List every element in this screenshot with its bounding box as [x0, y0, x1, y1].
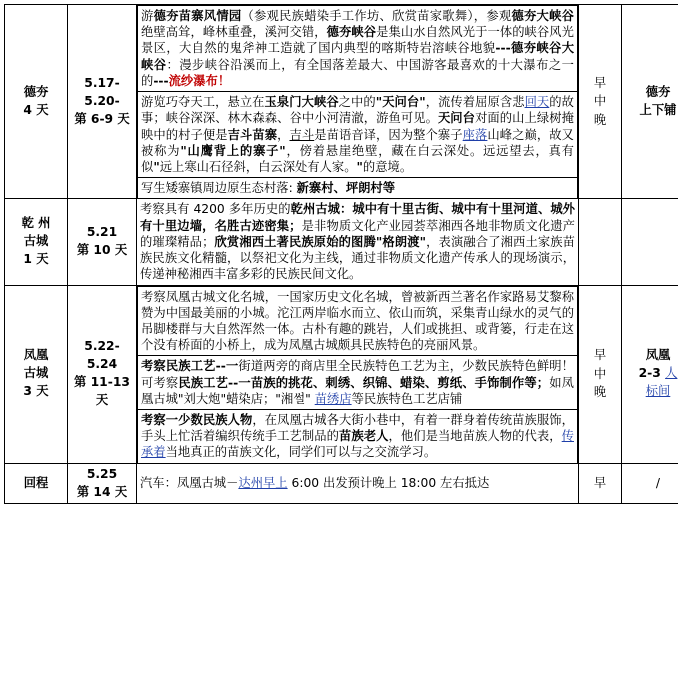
- row-place-fenghuang: [5, 285, 68, 463]
- paragraph-fenghuang-1: 考察凤凰古城文化名城，一国家历史文化名城，曾被新西兰著名作家路易艾黎称赞为中国最美丽的小城。沱江两岸临水而立、依山而筑，采集青山绿水的灵气的吊脚楼群与大自然浑然一体。古朴有趣的跳岩，人们或挑担、或背篓，行走在这个没有桥面的小桥上，成为凤凰古城颇具民族特色的亮丽风景。: [138, 286, 578, 356]
- paragraph-fenghuang-2: 考察民族工艺--一街道两旁的商店里全民族特色工艺为主，少数民族特色鲜明！可考察民族工艺--一苗族的挑花、刺绣、织锦、蜡染、剪纸、手饰制作等；如凤凰古城"刘大炮"蜡染店；"湘썰" 苗绣店等民族特色工艺店铺: [138, 356, 578, 410]
- place-label: 凤凰 古城 3 天: [23, 348, 49, 398]
- list-item: [138, 6, 578, 92]
- table-row: [5, 285, 678, 463]
- list-item: [138, 356, 578, 410]
- list-item: [138, 286, 578, 356]
- hotel-label: 德夯 上下铺: [639, 84, 677, 117]
- list-item: [138, 92, 578, 178]
- row-time-fenghuang: [579, 285, 622, 463]
- row-hotel-return: [622, 463, 678, 504]
- paragraph-qianzhou-1: 考察具有 4200 多年历史的乾州古城：城中有十里古街、城中有十里河道、城外有十里边墙，名胜古迹密集；是非物质文化产业园荟萃湘西各地非物质文化遗产的璀璨精品；欣赏湘西土著民族原始的图腾"格朗渡"，表演融合了湘西土家族苗族民族文化精髓，以祭祀文化为主线，通过非物质文化遗产传承人的现场演示，传递神秘湘西丰富多彩的民族民间文化。: [140, 202, 575, 282]
- date-label: 5.17-5.20- 第 6-9 天: [74, 75, 130, 126]
- body-paragraph-list: [137, 5, 578, 198]
- hotel-label: /: [655, 475, 661, 490]
- hotel-label: 凤凰 2-3 人 标间: [638, 348, 678, 398]
- paragraph-return-1: 汽车：凤凰古城－达州早上 6:00 出发预计晚上 18:00 左右抵达: [140, 476, 490, 491]
- meal-times: 早 中 晚: [593, 348, 607, 400]
- table-row: [5, 463, 678, 504]
- row-body-qianzhou: [137, 199, 579, 285]
- row-place-qianzhou: [5, 199, 68, 285]
- row-date-return: [68, 463, 137, 504]
- row-place-return: [5, 463, 68, 504]
- paragraph-fenghuang-3: 考察一少数民族人物，在凤凰古城各大街小巷中，有着一群身着传统苗族服饰，手头上忙活着编织传统手工艺制品的苗族老人，他们是当地苗族人物的代表，传承着当地真正的苗族文化，同学们可以与之交流学习。: [138, 410, 578, 463]
- row-place-dehang: [5, 5, 68, 199]
- meal-times: 早 中 晚: [593, 76, 607, 127]
- list-item: [138, 178, 578, 199]
- row-body-fenghuang: [137, 285, 579, 463]
- place-label: 乾 州 古城 1 天: [21, 216, 51, 266]
- row-body-dehang: [137, 5, 579, 199]
- row-time-qianzhou: [579, 199, 622, 285]
- row-time-dehang: [579, 5, 622, 199]
- paragraph-dehang-2: 游览巧夺天工，悬立在玉泉门大峡谷之中的"天问台"，流传着屈原含悲回天的故事；峡谷深深、林木森森、谷中小河清澈，游鱼可见。天问台对面的山上绿树掩映中的村子便是吉斗苗寨，吉斗是苗语音译，因为整个寨子座落山峰之巅，故又被称为"山鹰背上的寨子"，傍着悬崖绝壁，藏在白云深处。远远望去，真有似"远上寒山石径斜，白云深处有人家。"的意境。: [138, 92, 578, 178]
- row-hotel-qianzhou: [622, 199, 678, 285]
- list-item: [138, 410, 578, 463]
- date-label: 5.25 第 14 天: [76, 466, 128, 499]
- place-label: 德夯 4 天: [23, 84, 49, 117]
- row-hotel-fenghuang: [622, 285, 678, 463]
- date-label: 5.22-5.24 第 11-13 天: [74, 339, 130, 407]
- meal-times: 早: [593, 476, 607, 491]
- table-row: [5, 5, 678, 199]
- place-label: 回程: [23, 475, 49, 490]
- row-date-dehang: [68, 5, 137, 199]
- date-label: 5.21 第 10 天: [76, 225, 128, 257]
- paragraph-dehang-3: 写生矮寨镇周边原生态村落: 新寨村、坪朗村等: [138, 178, 578, 199]
- paragraph-dehang-1: 游德夯苗寨风情园（参观民族蜡染手工作坊、欣赏苗家歌舞），参观德夯大峡谷绝壁高耸，峰林重叠，溪河交错，德夯峡谷是集山水自然风光于一体的峡谷风光景区，大自然的鬼斧神工造就了国内典型的喀斯特岩溶峡谷地貌---德夯峡谷大峡谷：漫步峡谷沿溪而上，有全国落差最大、中国游客最喜欢的十大瀑布之一的---流纱瀑布！: [138, 6, 578, 92]
- row-hotel-dehang: [622, 5, 678, 199]
- body-paragraph-list: [137, 286, 578, 463]
- table-row: [5, 199, 678, 285]
- itinerary-table: [4, 4, 678, 504]
- row-date-qianzhou: [68, 199, 137, 285]
- row-body-return: [137, 463, 579, 504]
- row-time-return: [579, 463, 622, 504]
- row-date-fenghuang: [68, 285, 137, 463]
